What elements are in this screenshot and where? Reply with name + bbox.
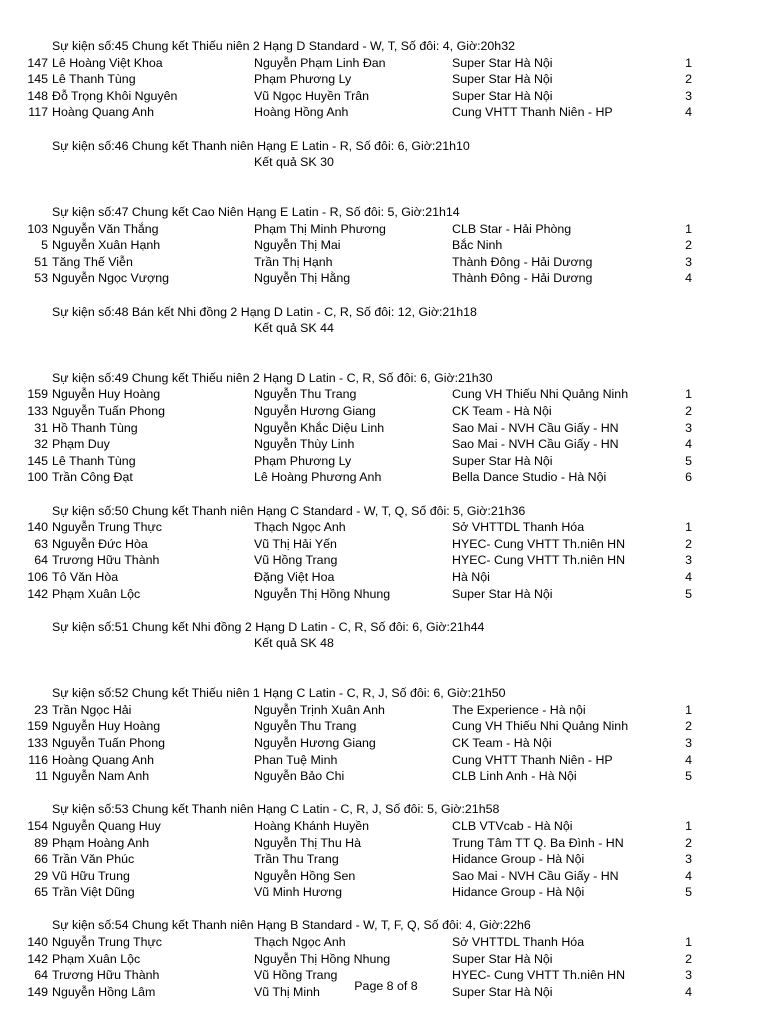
partner-dancer: Nguyễn Khắc Diệu Linh xyxy=(254,420,385,435)
couple-number: 149 xyxy=(27,984,48,999)
partner-dancer: Thạch Ngọc Anh xyxy=(254,520,346,535)
lead-dancer: Nguyễn Xuân Hạnh xyxy=(52,238,161,253)
lead-dancer: Lê Thanh Tùng xyxy=(52,72,136,87)
club-name: Super Star Hà Nội xyxy=(452,88,553,103)
lead-dancer: Nguyễn Huy Hoàng xyxy=(52,387,161,402)
club-name: CLB VTVcab - Hà Nội xyxy=(452,818,573,833)
club-name: Cung VHTT Thanh Niên - HP xyxy=(452,752,613,767)
placement: 1 xyxy=(685,221,692,236)
partner-dancer: Phạm Phương Ly xyxy=(254,72,352,87)
event-note-text: Kết quả SK 44 xyxy=(254,321,334,336)
results-document xyxy=(0,38,772,1000)
result-row xyxy=(0,586,772,603)
couple-number: 23 xyxy=(34,702,48,717)
placement: 2 xyxy=(685,719,692,734)
lead-dancer: Phạm Hoàng Anh xyxy=(52,835,150,850)
placement: 3 xyxy=(685,553,692,568)
couple-number: 103 xyxy=(27,221,48,236)
lead-dancer: Vũ Hữu Trung xyxy=(52,868,130,883)
section-spacer xyxy=(0,652,772,685)
result-row xyxy=(0,436,772,453)
placement: 4 xyxy=(685,984,692,999)
club-name: CK Team - Hà Nội xyxy=(452,735,552,750)
club-name: Super Star Hà Nội xyxy=(452,72,553,87)
partner-dancer: Vũ Hồng Trang xyxy=(254,553,338,568)
partner-dancer: Phan Tuệ Minh xyxy=(254,752,338,767)
placement: 5 xyxy=(685,885,692,900)
couple-number: 106 xyxy=(27,570,48,584)
result-row xyxy=(0,221,772,238)
event-note xyxy=(0,320,772,337)
event-title-text: Sự kiện số:53 Chung kết Thanh niên Hạng C Latin - C, R, J, Số đôi: 5, Giờ:21h58 xyxy=(52,802,500,817)
club-name: Hidance Group - Hà Nội xyxy=(452,852,585,867)
result-row xyxy=(0,237,772,254)
placement: 6 xyxy=(685,470,692,485)
couple-number: 100 xyxy=(27,470,48,485)
result-row xyxy=(0,718,772,735)
section-spacer xyxy=(0,602,772,619)
event-title-text: Sự kiện số:47 Chung kết Cao Niên Hạng E Latin - R, Số đôi: 5, Giờ:21h14 xyxy=(52,204,460,219)
event-title-text: Sự kiện số:54 Chung kết Thanh niên Hạng B Standard - W, T, F, Q, Số đôi: 4, Giờ:22h6 xyxy=(52,918,531,933)
event-section xyxy=(0,370,772,486)
club-name: Super Star Hà Nội xyxy=(452,453,553,468)
club-name: The Experience - Hà nội xyxy=(452,702,586,717)
partner-dancer: Nguyễn Thu Trang xyxy=(254,719,357,734)
event-title xyxy=(0,685,772,702)
placement: 1 xyxy=(685,520,692,535)
partner-dancer: Vũ Ngọc Huyền Trân xyxy=(254,88,370,103)
lead-dancer: Nguyễn Tuấn Phong xyxy=(52,404,165,419)
event-title-text: Sự kiện số:45 Chung kết Thiếu niên 2 Hạng D Standard - W, T, Số đôi: 4, Giờ:20h32 xyxy=(52,39,515,53)
partner-dancer: Nguyễn Hồng Sen xyxy=(254,868,356,883)
placement: 3 xyxy=(685,968,692,983)
club-name: Super Star Hà Nội xyxy=(452,586,553,601)
couple-number: 140 xyxy=(27,935,48,950)
lead-dancer: Trần Công Đạt xyxy=(52,470,133,485)
placement: 4 xyxy=(685,868,692,883)
club-name: Super Star Hà Nội xyxy=(452,984,553,999)
lead-dancer: Nguyễn Đức Hòa xyxy=(52,536,148,551)
section-spacer xyxy=(0,121,772,138)
placement: 4 xyxy=(685,437,692,452)
club-name: Trung Tâm TT Q. Ba Đình - HN xyxy=(452,835,624,850)
event-section xyxy=(0,619,772,652)
result-row xyxy=(0,569,772,586)
placement: 2 xyxy=(685,404,692,419)
couple-number: 65 xyxy=(34,885,48,900)
result-row xyxy=(0,88,772,105)
placement: 3 xyxy=(685,735,692,750)
lead-dancer: Trần Việt Dũng xyxy=(52,885,135,900)
result-row xyxy=(0,254,772,271)
result-row xyxy=(0,403,772,420)
lead-dancer: Nguyễn Quang Huy xyxy=(52,818,161,833)
result-row xyxy=(0,951,772,968)
club-name: Sở VHTTDL Thanh Hóa xyxy=(452,520,585,535)
placement: 2 xyxy=(685,72,692,87)
club-name: Sao Mai - NVH Cầu Giấy - HN xyxy=(452,437,619,452)
partner-dancer: Vũ Thị Minh xyxy=(254,984,320,999)
couple-number: 11 xyxy=(35,769,48,784)
section-spacer xyxy=(0,486,772,503)
lead-dancer: Phạm Xuân Lộc xyxy=(52,586,141,601)
partner-dancer: Vũ Hồng Trang xyxy=(254,968,338,983)
club-name: Super Star Hà Nội xyxy=(452,55,553,70)
club-name: CLB Linh Anh - Hà Nội xyxy=(452,769,577,784)
club-name: Cung VH Thiếu Nhi Quảng Ninh xyxy=(452,387,629,402)
partner-dancer: Vũ Thị Hải Yến xyxy=(254,536,337,551)
club-name: Bắc Ninh xyxy=(452,238,503,253)
couple-number: 31 xyxy=(34,420,48,435)
placement: 2 xyxy=(685,951,692,966)
lead-dancer: Nguyễn Hồng Lâm xyxy=(52,984,156,999)
result-row xyxy=(0,55,772,72)
lead-dancer: Nguyễn Ngọc Vượng xyxy=(52,271,169,286)
event-title-text: Sự kiện số:48 Bán kết Nhi đồng 2 Hạng D Latin - C, R, Số đôi: 12, Giờ:21h18 xyxy=(52,304,477,319)
placement: 2 xyxy=(685,835,692,850)
placement: 4 xyxy=(685,752,692,767)
couple-number: 116 xyxy=(28,752,48,767)
result-row xyxy=(0,835,772,852)
club-name: Bella Dance Studio - Hà Nội xyxy=(452,470,607,485)
section-spacer xyxy=(0,901,772,918)
partner-dancer: Lê Hoàng Phương Anh xyxy=(254,470,382,485)
club-name: Hidance Group - Hà Nội xyxy=(452,885,585,900)
club-name: Thành Đông - Hải Dương xyxy=(452,254,593,269)
event-title xyxy=(0,38,772,55)
couple-number: 142 xyxy=(27,586,48,601)
partner-dancer: Trần Thu Trang xyxy=(254,852,339,867)
club-name: Thành Đông - Hải Dương xyxy=(452,271,593,286)
lead-dancer: Lê Hoàng Việt Khoa xyxy=(52,55,163,70)
club-name: Sở VHTTDL Thanh Hóa xyxy=(452,935,585,950)
couple-number: 154 xyxy=(27,818,48,833)
result-row xyxy=(0,469,772,486)
result-row xyxy=(0,884,772,901)
couple-number: 145 xyxy=(27,72,48,87)
result-row xyxy=(0,519,772,536)
club-name: Sao Mai - NVH Cầu Giấy - HN xyxy=(452,868,619,883)
partner-dancer: Nguyễn Thùy Linh xyxy=(254,437,355,452)
lead-dancer: Nguyễn Nam Anh xyxy=(52,769,150,784)
partner-dancer: Nguyễn Thị Thu Hà xyxy=(254,835,361,850)
result-row xyxy=(0,552,772,569)
couple-number: 140 xyxy=(27,520,48,535)
result-row xyxy=(0,702,772,719)
event-section xyxy=(0,204,772,287)
partner-dancer: Nguyễn Thị Hồng Nhung xyxy=(254,586,391,601)
event-section xyxy=(0,304,772,337)
event-title-text: Sự kiện số:46 Chung kết Thanh niên Hạng E Latin - R, Số đôi: 6, Giờ:21h10 xyxy=(52,138,470,153)
placement: 1 xyxy=(685,818,692,833)
event-title-text: Sự kiện số:52 Chung kết Thiếu niên 1 Hạng C Latin - C, R, J, Số đôi: 6, Giờ:21h50 xyxy=(52,686,506,701)
club-name: Cung VHTT Thanh Niên - HP xyxy=(452,105,613,120)
event-title xyxy=(0,619,772,636)
couple-number: 66 xyxy=(34,852,48,867)
couple-number: 117 xyxy=(28,105,48,120)
partner-dancer: Phạm Thị Minh Phương xyxy=(254,221,386,236)
couple-number: 29 xyxy=(34,868,48,883)
event-title-text: Sự kiện số:49 Chung kết Thiếu niên 2 Hạng D Latin - C, R, Số đôi: 6, Giờ:21h30 xyxy=(52,370,493,385)
placement: 1 xyxy=(685,935,692,950)
couple-number: 32 xyxy=(34,437,48,452)
section-spacer xyxy=(0,287,772,304)
partner-dancer: Đặng Việt Hoa xyxy=(254,570,335,584)
result-row xyxy=(0,104,772,121)
placement: 1 xyxy=(685,387,692,402)
event-title-text: Sự kiện số:51 Chung kết Nhi đồng 2 Hạng D Latin - C, R, Số đôi: 6, Giờ:21h44 xyxy=(52,619,485,634)
event-title-text: Sự kiện số:50 Chung kết Thanh niên Hạng C Standard - W, T, Q, Số đôi: 5, Giờ:21h36 xyxy=(52,503,526,518)
lead-dancer: Trương Hữu Thành xyxy=(52,553,160,568)
couple-number: 145 xyxy=(27,453,48,468)
placement: 5 xyxy=(685,769,692,784)
event-title xyxy=(0,138,772,155)
placement: 4 xyxy=(685,105,692,120)
event-note xyxy=(0,635,772,652)
placement: 3 xyxy=(685,420,692,435)
club-name: CK Team - Hà Nội xyxy=(452,404,552,419)
partner-dancer: Nguyễn Trịnh Xuân Anh xyxy=(254,702,385,717)
event-section xyxy=(0,801,772,901)
partner-dancer: Nguyễn Thị Hồng Nhung xyxy=(254,951,391,966)
partner-dancer: Nguyễn Thị Hằng xyxy=(254,271,351,286)
couple-number: 159 xyxy=(27,387,48,402)
club-name: Super Star Hà Nội xyxy=(452,951,553,966)
result-row xyxy=(0,768,772,785)
partner-dancer: Nguyễn Thị Mai xyxy=(254,238,341,253)
placement: 5 xyxy=(685,453,692,468)
event-title xyxy=(0,304,772,321)
result-row xyxy=(0,851,772,868)
section-spacer xyxy=(0,785,772,802)
partner-dancer: Vũ Minh Hương xyxy=(254,885,343,900)
club-name: Hà Nội xyxy=(452,570,490,584)
lead-dancer: Nguyễn Trung Thực xyxy=(52,935,163,950)
event-section xyxy=(0,38,772,121)
placement: 2 xyxy=(685,536,692,551)
placement: 3 xyxy=(685,852,692,867)
couple-number: 53 xyxy=(34,271,48,286)
couple-number: 147 xyxy=(27,55,48,70)
lead-dancer: Trần Ngọc Hải xyxy=(52,702,132,717)
result-row xyxy=(0,386,772,403)
event-title xyxy=(0,370,772,387)
placement: 3 xyxy=(685,88,692,103)
couple-number: 5 xyxy=(41,238,48,253)
placement: 5 xyxy=(685,586,692,601)
couple-number: 51 xyxy=(34,254,48,269)
result-row xyxy=(0,818,772,835)
club-name: CLB Star - Hải Phòng xyxy=(452,221,572,236)
lead-dancer: Phạm Xuân Lộc xyxy=(52,951,141,966)
partner-dancer: Nguyễn Thu Trang xyxy=(254,387,357,402)
lead-dancer: Nguyễn Văn Thắng xyxy=(52,221,159,236)
lead-dancer: Lê Thanh Tùng xyxy=(52,453,136,468)
partner-dancer: Nguyễn Bảo Chi xyxy=(254,769,345,784)
placement: 4 xyxy=(685,271,692,286)
partner-dancer: Thạch Ngọc Anh xyxy=(254,935,346,950)
partner-dancer: Hoàng Khánh Huyền xyxy=(254,818,370,833)
couple-number: 133 xyxy=(27,735,48,750)
event-title xyxy=(0,801,772,818)
lead-dancer: Trương Hữu Thành xyxy=(52,968,160,983)
partner-dancer: Phạm Phương Ly xyxy=(254,453,352,468)
result-row xyxy=(0,420,772,437)
lead-dancer: Hoàng Quang Anh xyxy=(52,752,154,767)
event-note-text: Kết quả SK 48 xyxy=(254,636,334,651)
result-row xyxy=(0,868,772,885)
couple-number: 142 xyxy=(27,951,48,966)
lead-dancer: Hoàng Quang Anh xyxy=(52,105,154,120)
club-name: Sao Mai - NVH Cầu Giấy - HN xyxy=(452,420,619,435)
couple-number: 64 xyxy=(34,553,48,568)
couple-number: 64 xyxy=(34,968,48,983)
event-note xyxy=(0,154,772,171)
lead-dancer: Nguyễn Trung Thực xyxy=(52,520,163,535)
lead-dancer: Tăng Thế Viễn xyxy=(52,254,133,269)
couple-number: 89 xyxy=(34,835,48,850)
result-row xyxy=(0,453,772,470)
placement: 4 xyxy=(685,570,692,584)
placement: 1 xyxy=(685,55,692,70)
event-section xyxy=(0,138,772,171)
partner-dancer: Trần Thị Hạnh xyxy=(254,254,333,269)
couple-number: 159 xyxy=(27,719,48,734)
lead-dancer: Nguyễn Tuấn Phong xyxy=(52,735,165,750)
lead-dancer: Đỗ Trọng Khôi Nguyên xyxy=(52,88,178,103)
lead-dancer: Trần Văn Phúc xyxy=(52,852,135,867)
event-note-text: Kết quả SK 30 xyxy=(254,155,334,170)
result-row xyxy=(0,536,772,553)
result-row xyxy=(0,270,772,287)
partner-dancer: Nguyễn Phạm Linh Đan xyxy=(254,55,386,70)
partner-dancer: Hoàng Hồng Anh xyxy=(254,105,349,120)
event-title xyxy=(0,204,772,221)
couple-number: 63 xyxy=(34,536,48,551)
event-section xyxy=(0,685,772,785)
lead-dancer: Phạm Duy xyxy=(52,437,110,452)
club-name: HYEC- Cung VHTT Th.niên HN xyxy=(452,553,626,568)
section-spacer xyxy=(0,171,772,204)
event-title xyxy=(0,917,772,934)
partner-dancer: Nguyễn Hương Giang xyxy=(254,735,376,750)
section-spacer xyxy=(0,337,772,370)
result-row xyxy=(0,934,772,951)
event-title xyxy=(0,503,772,520)
placement: 3 xyxy=(685,254,692,269)
partner-dancer: Nguyễn Hương Giang xyxy=(254,404,376,419)
lead-dancer: Nguyễn Huy Hoàng xyxy=(52,719,161,734)
couple-number: 148 xyxy=(27,88,48,103)
club-name: HYEC- Cung VHTT Th.niên HN xyxy=(452,968,626,983)
result-row xyxy=(0,752,772,769)
result-row xyxy=(0,71,772,88)
event-section xyxy=(0,503,772,603)
placement: 2 xyxy=(685,238,692,253)
club-name: HYEC- Cung VHTT Th.niên HN xyxy=(452,536,626,551)
placement: 1 xyxy=(685,702,692,717)
club-name: Cung VH Thiếu Nhi Quảng Ninh xyxy=(452,719,629,734)
result-row xyxy=(0,735,772,752)
lead-dancer: Hồ Thanh Tùng xyxy=(52,420,138,435)
lead-dancer: Tô Văn Hòa xyxy=(52,570,119,584)
page-number: Page 8 of 8 xyxy=(354,979,418,993)
couple-number: 133 xyxy=(27,404,48,419)
